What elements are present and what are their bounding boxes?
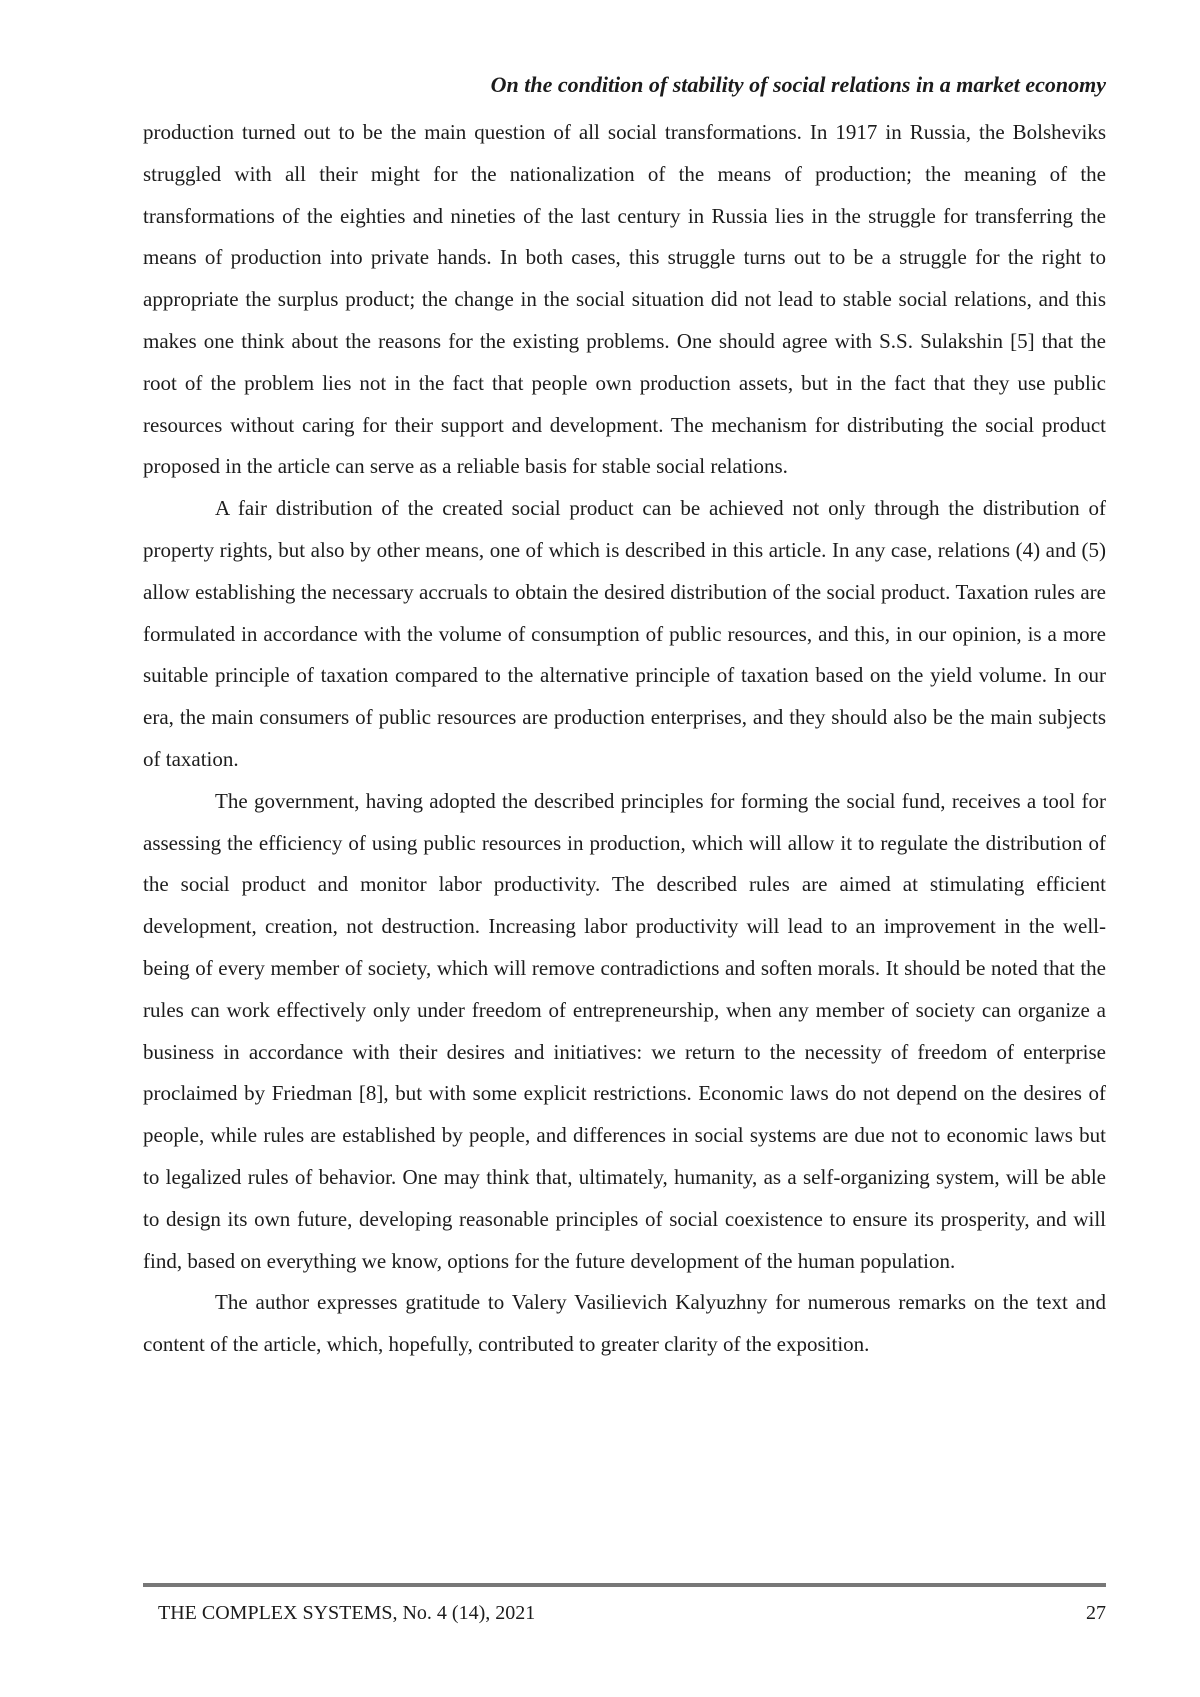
paragraph-continuation: production turned out to be the main question of all social transformations. In 1917 in Russia, the Bolsheviks struggled with all their might for the nationalization of the means of production; the meaning of the transformations of the eighties and nineties of the last century in Russia lies in the struggle for transferring the means of production into private hands. In both cases, this struggle turns out to be a struggle for the right to appropriate the surplus product; the change in the social situation did not lead to stable social relations, and this makes one think about the reasons for the existing problems. One should agree with S.S. Sulakshin [5] that the root of the problem lies not in the fact that people own production assets, but in the fact that they use public resources without caring for their support and development. The mechanism for distributing the social product proposed in the article can serve as a reliable basis for stable social relations. [143,120,1106,479]
running-header: On the condition of stability of social relations in a market economy [490,72,1106,97]
article-body [143,112,1106,1366]
paragraph-fair-distribution: A fair distribution of the created social product can be achieved not only through the distribution of property rights, but also by other means, one of which is described in this article. In any case, relations (4) and (5) allow establishing the necessary accruals to obtain the desired distribution of the social product. Taxation rules are formulated in accordance with the volume of consumption of public resources, and this, in our opinion, is a more suitable principle of taxation compared to the alternative principle of taxation based on the yield volume. In our era, the main consumers of public resources are production enterprises, and they should also be the main subjects of taxation. [143,496,1106,771]
page-number: 27 [1086,1602,1106,1624]
footer-divider [143,1583,1106,1587]
footer-journal-citation: THE COMPLEX SYSTEMS, No. 4 (14), 2021 [158,1602,536,1624]
paragraph-government-tool: The government, having adopted the described principles for forming the social fund, receives a tool for assessing the efficiency of using public resources in production, which will allow it to regulate the distribution of the social product and monitor labor productivity. The described rules are aimed at stimulating efficient development, creation, not destruction. Increasing labor productivity will lead to an improvement in the well-being of every member of society, which will remove contradictions and soften morals. It should be noted that the rules can work effectively only under freedom of entrepreneurship, when any member of society can organize a business in accordance with their desires and initiatives: we return to the necessity of freedom of enterprise proclaimed by Friedman [8], but with some explicit restrictions. Economic laws do not depend on the desires of people, while rules are established by people, and differences in social systems are due not to economic laws but to legalized rules of behavior. One may think that, ultimately, humanity, as a self-organizing system, will be able to design its own future, developing reasonable principles of social coexistence to ensure its prosperity, and will find, based on everything we know, options for the future development of the human population. [143,788,1106,1273]
paragraph-acknowledgement: The author expresses gratitude to Valery Vasilievich Kalyuzhny for numerous remarks on the text and content of the article, which, hopefully, contributed to greater clarity of the exposition. [143,1290,1106,1357]
